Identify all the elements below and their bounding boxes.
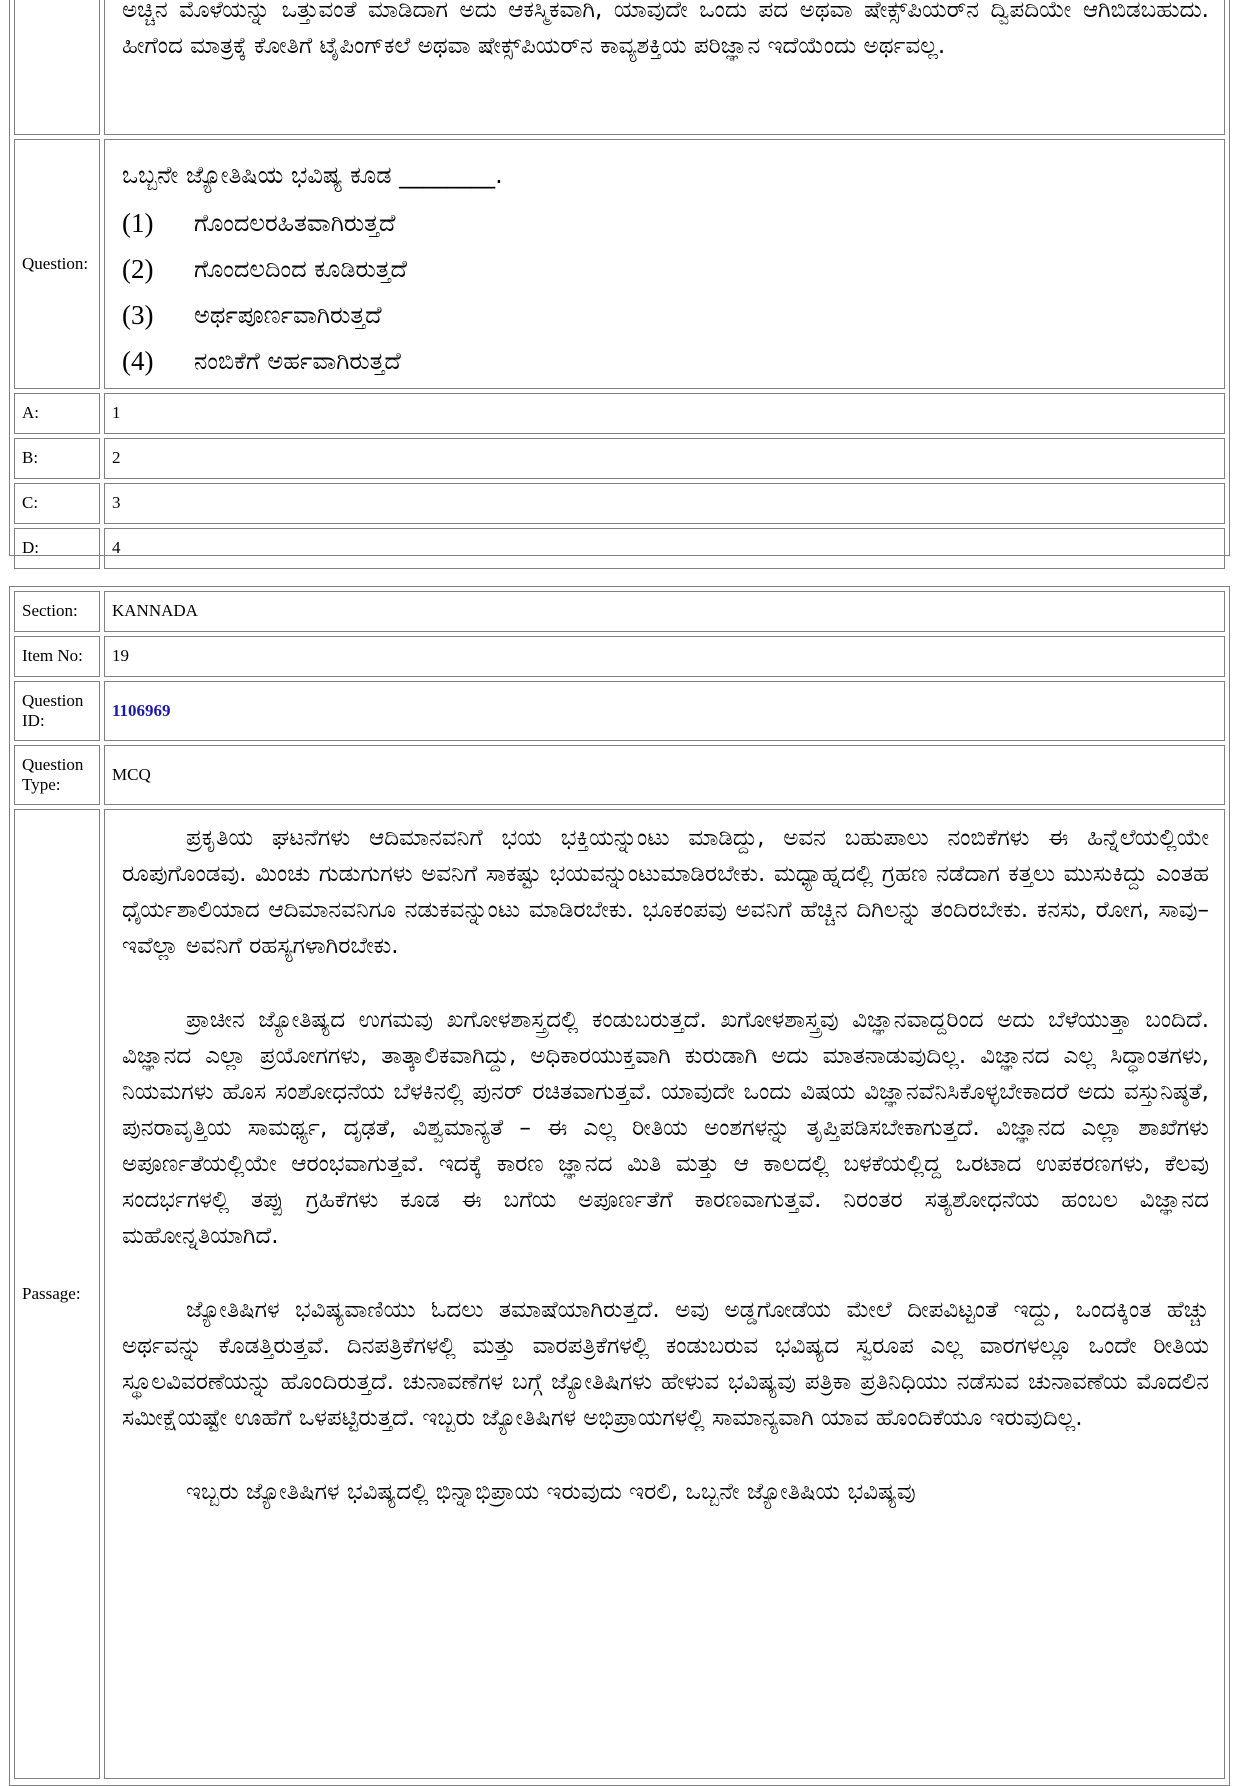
- question-type-label: Question Type:: [14, 745, 100, 805]
- answer-label: C:: [14, 483, 100, 524]
- passage-paragraph: ಪ್ರಕೃತಿಯ ಘಟನೆಗಳು ಆದಿಮಾನವನಿಗೆ ಭಯ ಭಕ್ತಿಯನ್ನುಂಟು ಮಾಡಿದ್ದು, ಅವನ ಬಹುಪಾಲು ನಂಬಿಕೆಗಳು ಈ ಹಿನ್ನೆಲೆಯಲ್ಲಿಯೇ ರೂಪುಗೊಂಡವು. ಮಿಂಚು ಗುಡುಗುಗಳು ಅವನಿಗೆ ಸಾಕಷ್ಟು ಭಯವನ್ನುಂಟುಮಾಡಿರಬೇಕು. ಮಧ್ಯಾಹ್ನದಲ್ಲಿ ಗ್ರಹಣ ನಡೆದಾಗ ಕತ್ತಲು ಮುಸುಕಿದ್ದು ಎಂತಹ ಧೈರ್ಯಶಾಲಿಯಾದ ಆದಿಮಾನವನಿಗೂ ನಡುಕವನ್ನುಂಟು ಮಾಡಿರಬೇಕು. ಭೂಕಂಪವು ಅವನಿಗೆ ಹೆಚ್ಚಿನ ದಿಗಿಲನ್ನು ತಂದಿರಬೇಕು. ಕನಸು, ರೋಗ, ಸಾವು–ಇವೆಲ್ಲಾ ಅವನಿಗೆ ರಹಸ್ಯಗಳಾಗಿರಬೇಕು.: [122, 825, 1209, 959]
- passage-tail-text: ಅಚ್ಚಿನ ಮೊಳೆಯನ್ನು ಒತ್ತುವಂತೆ ಮಾಡಿದಾಗ ಅದು ಆಕಸ್ಮಿಕವಾಗಿ, ಯಾವುದೇ ಒಂದು ಪದ ಅಥವಾ ಷೇಕ್ಸ್‌ಪಿಯರ್‌ನ ದ್ವಿಪದಿಯೇ ಆಗಿಬಿಡಬಹುದು. ಹೀಗೆಂದ ಮಾತ್ರಕ್ಕೆ ಕೋತಿಗೆ ಟೈಪಿಂಗ್‌ಕಲೆ ಅಥವಾ ಷೇಕ್ಸ್‌ಪಿಯರ್‌ನ ಕಾವ್ಯಶಕ್ತಿಯ ಪರಿಜ್ಞಾನ ಇದೆಯೆಂದು ಅರ್ಥವಲ್ಲ.: [122, 0, 1209, 59]
- section-row: [14, 591, 1225, 632]
- option-3: [122, 292, 1217, 338]
- question-label: Question:: [14, 139, 100, 389]
- answer-label: B:: [14, 438, 100, 479]
- option-text: ಅರ್ಥಪೂರ್ಣವಾಗಿರುತ್ತದೆ: [194, 300, 382, 329]
- answer-row-b: [14, 438, 1225, 479]
- option-text: ಗೊಂದಲದಿಂದ ಕೂಡಿರುತ್ತದೆ: [194, 254, 407, 283]
- item-no-value: 19: [104, 636, 1225, 677]
- answer-row-d: [14, 528, 1225, 569]
- option-1: [122, 200, 1217, 246]
- passage-paragraph: ಇಬ್ಬರು ಜ್ಯೋತಿಷಿಗಳ ಭವಿಷ್ಯದಲ್ಲಿ ಭಿನ್ನಾಭಿಪ್ರಾಯ ಇರುವುದು ಇರಲಿ, ಒಬ್ಬನೇ ಜ್ಯೋತಿಷಿಯ ಭವಿಷ್ಯವು: [186, 1479, 916, 1505]
- option-number: (3): [122, 299, 154, 330]
- answer-value: 1: [104, 393, 1225, 434]
- question-id-label: Question ID:: [14, 681, 100, 741]
- previous-question-block: [9, 0, 1230, 556]
- option-text: ನಂಬಿಕೆಗೆ ಅರ್ಹವಾಗಿರುತ್ತದೆ: [194, 346, 401, 375]
- answer-row-c: [14, 483, 1225, 524]
- item-no-row: [14, 636, 1225, 677]
- question-type-row: [14, 745, 1225, 805]
- item-table: [10, 587, 1229, 1783]
- item-block: [9, 586, 1230, 1786]
- question-id-value: 1106969: [104, 681, 1225, 741]
- question-cell: [104, 139, 1225, 389]
- option-4: [122, 338, 1217, 384]
- item-no-label: Item No:: [14, 636, 100, 677]
- section-label: Section:: [14, 591, 100, 632]
- passage-paragraph: ಜ್ಯೋತಿಷಿಗಳ ಭವಿಷ್ಯವಾಣಿಯು ಓದಲು ತಮಾಷೆಯಾಗಿರುತ್ತದೆ. ಅವು ಅಡ್ಡಗೋಡೆಯ ಮೇಲೆ ದೀಪವಿಟ್ಟಂತೆ ಇದ್ದು, ಒಂದಕ್ಕಿಂತ ಹೆಚ್ಚು ಅರ್ಥವನ್ನು ಕೊಡತ್ತಿರುತ್ತವೆ. ದಿನಪತ್ರಿಕೆಗಳಲ್ಲಿ ಮತ್ತು ವಾರಪತ್ರಿಕೆಗಳಲ್ಲಿ ಕಂಡುಬರುವ ಭವಿಷ್ಯದ ಸ್ವರೂಪ ಎಲ್ಲ ವಾರಗಳಲ್ಲೂ ಒಂದೇ ರೀತಿಯ ಸ್ಥೂಲವಿವರಣೆಯನ್ನು ಹೊಂದಿರುತ್ತದೆ. ಚುನಾವಣೆಗಳ ಬಗ್ಗೆ ಜ್ಯೋತಿಷಿಗಳು ಹೇಳುವ ಭವಿಷ್ಯವು ಪತ್ರಿಕಾ ಪ್ರತಿನಿಧಿಯು ನಡೆಸುವ ಚುನಾವಣೆಯ ಮೊದಲಿನ ಸಮೀಕ್ಷೆಯಷ್ಟೇ ಊಹೆಗೆ ಒಳಪಟ್ಟಿರುತ್ತದೆ. ಇಬ್ಬರು ಜ್ಯೋತಿಷಿಗಳ ಅಭಿಪ್ರಾಯಗಳಲ್ಲಿ ಸಾಮಾನ್ಯವಾಗಿ ಯಾವ ಹೊಂದಿಕೆಯೂ ಇರುವುದಿಲ್ಲ.: [122, 1297, 1209, 1431]
- option-2: [122, 246, 1217, 292]
- option-number: (2): [122, 253, 154, 284]
- passage-row: [14, 809, 1225, 1779]
- passage-body: [112, 814, 1217, 1510]
- passage-row: [14, 0, 1225, 135]
- passage-cell: [104, 809, 1225, 1779]
- answer-value: 2: [104, 438, 1225, 479]
- question-type-value: MCQ: [104, 745, 1225, 805]
- answer-row-a: [14, 393, 1225, 434]
- question-id-row: [14, 681, 1225, 741]
- question-row: [14, 139, 1225, 389]
- question-stem: ಒಬ್ಬನೇ ಜ್ಯೋತಿಷಿಯ ಭವಿಷ್ಯ ಕೂಡ ________.: [122, 161, 503, 189]
- answer-value: 3: [104, 483, 1225, 524]
- option-text: ಗೊಂದಲರಹಿತವಾಗಿರುತ್ತದೆ: [194, 208, 396, 237]
- passage-label-cell: [14, 0, 100, 135]
- answer-value: 4: [104, 528, 1225, 569]
- passage-tail-cell: [104, 0, 1225, 135]
- passage-label: Passage:: [14, 809, 100, 1779]
- previous-question-table: [10, 0, 1229, 573]
- option-number: (1): [122, 207, 154, 238]
- section-value: KANNADA: [104, 591, 1225, 632]
- passage-paragraph: ಪ್ರಾಚೀನ ಜ್ಯೋತಿಷ್ಯದ ಉಗಮವು ಖಗೋಳಶಾಸ್ತ್ರದಲ್ಲಿ ಕಂಡುಬರುತ್ತದೆ. ಖಗೋಳಶಾಸ್ತ್ರವು ವಿಜ್ಞಾನವಾದ್ದರಿಂದ ಅದು ಬೆಳೆಯುತ್ತಾ ಬಂದಿದೆ. ವಿಜ್ಞಾನದ ಎಲ್ಲಾ ಪ್ರಯೋಗಗಳು, ತಾತ್ಕಾಲಿಕವಾಗಿದ್ದು, ಅಧಿಕಾರಯುಕ್ತವಾಗಿ ಕುರುಡಾಗಿ ಅದು ಮಾತನಾಡುವುದಿಲ್ಲ. ವಿಜ್ಞಾನದ ಎಲ್ಲ ಸಿದ್ಧಾಂತಗಳು, ನಿಯಮಗಳು ಹೊಸ ಸಂಶೋಧನೆಯ ಬೆಳಕಿನಲ್ಲಿ ಪುನರ್ ರಚಿತವಾಗುತ್ತವೆ. ಯಾವುದೇ ಒಂದು ವಿಷಯ ವಿಜ್ಞಾನವೆನಿಸಿಕೊಳ್ಳಬೇಕಾದರೆ ಅದು ವಸ್ತುನಿಷ್ಠತೆ, ಪುನರಾವೃತ್ತಿಯ ಸಾಮರ್ಥ್ಯ, ದೃಢತೆ, ವಿಶ್ವಮಾನ್ಯತೆ – ಈ ಎಲ್ಲ ರೀತಿಯ ಅಂಶಗಳನ್ನು ತೃಪ್ತಿಪಡಿಸಬೇಕಾಗುತ್ತದೆ. ವಿಜ್ಞಾನದ ಎಲ್ಲಾ ಶಾಖೆಗಳು ಅಪೂರ್ಣತೆಯಲ್ಲಿಯೇ ಆರಂಭವಾಗುತ್ತವೆ. ಇದಕ್ಕೆ ಕಾರಣ ಜ್ಞಾನದ ಮಿತಿ ಮತ್ತು ಆ ಕಾಲದಲ್ಲಿ ಬಳಕೆಯಲ್ಲಿದ್ದ ಒರಟಾದ ಉಪಕರಣಗಳು, ಕೆಲವು ಸಂದರ್ಭಗಳಲ್ಲಿ ತಪ್ಪು ಗ್ರಹಿಕೆಗಳು ಕೂಡ ಈ ಬಗೆಯ ಅಪೂರ್ಣತೆಗೆ ಕಾರಣವಾಗುತ್ತವೆ. ನಿರಂತರ ಸತ್ಯಶೋಧನೆಯ ಹಂಬಲ ವಿಜ್ಞಾನದ ಮಹೋನ್ನತಿಯಾಗಿದೆ.: [122, 1007, 1209, 1249]
- answer-label: D:: [14, 528, 100, 569]
- answer-label: A:: [14, 393, 100, 434]
- option-number: (4): [122, 345, 154, 376]
